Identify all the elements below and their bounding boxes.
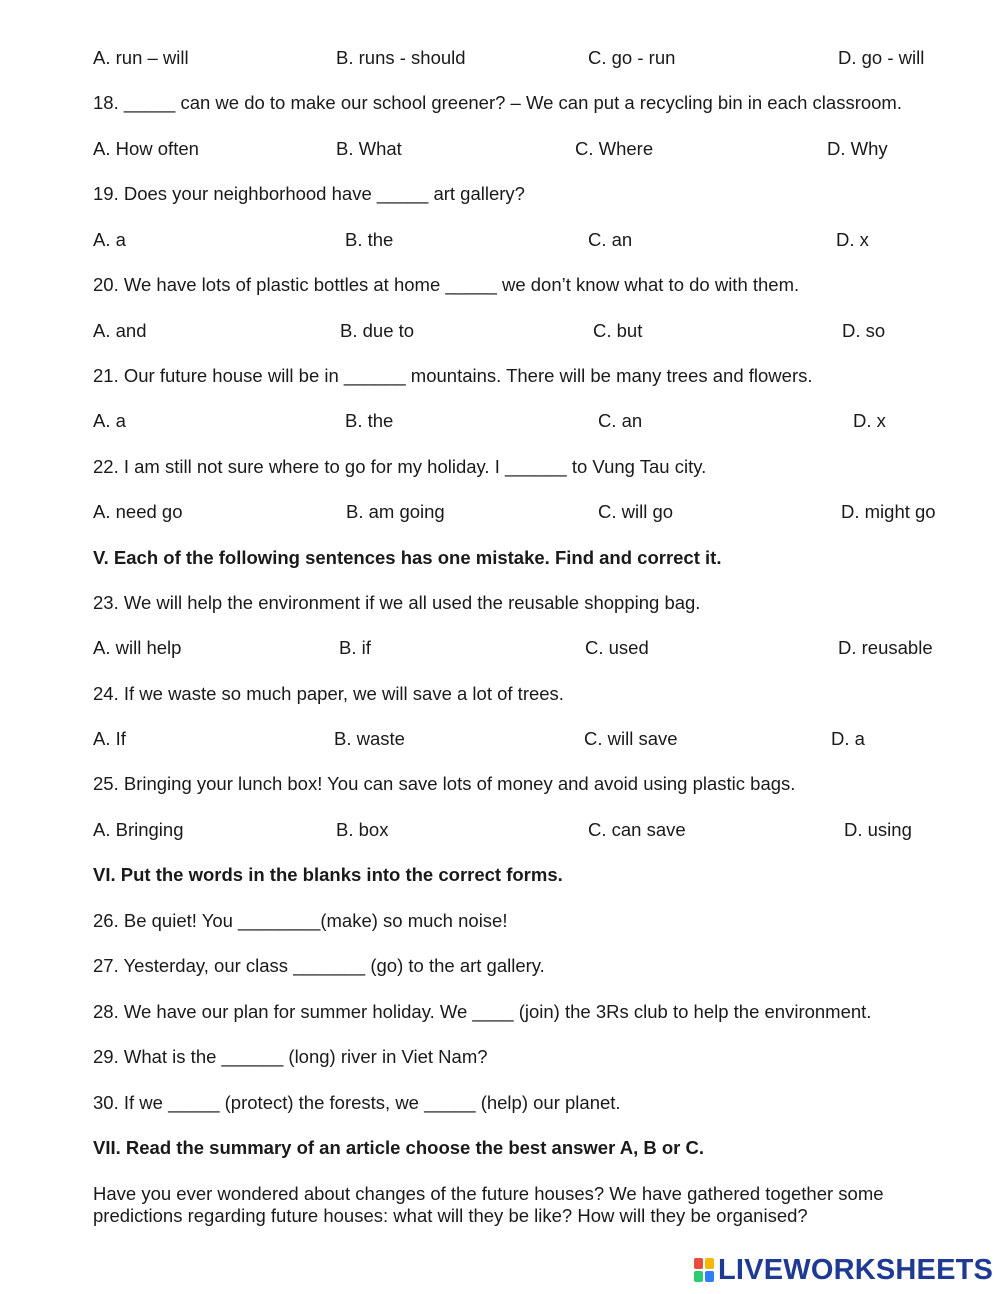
question-text: 24. If we waste so much paper, we will save a lot of trees.: [93, 683, 564, 704]
option-d: D. reusable: [838, 637, 933, 658]
option-b: B. due to: [340, 320, 415, 341]
question-text: 26. Be quiet! You ________(make) so much noise!: [93, 910, 508, 931]
option-a: A. If: [93, 728, 126, 749]
question-text: 18. _____ can we do to make our school greener? – We can put a recycling bin in each classroom.: [93, 92, 902, 113]
liveworksheets-logo[interactable]: [693, 1255, 993, 1285]
option-c: C. Where: [575, 138, 654, 159]
answer-options: [0, 728, 1000, 750]
option-b: B. the: [345, 229, 394, 250]
logo-text: LIVEWORKSHEETS: [718, 1254, 994, 1286]
liveworksheets-logo-icon: [693, 1257, 715, 1283]
option-c: C. will save: [584, 728, 678, 749]
answer-options: [0, 47, 1000, 69]
option-d: D. x: [853, 410, 886, 431]
option-a: A. a: [93, 229, 126, 250]
option-d: D. x: [836, 229, 869, 250]
answer-options: [0, 637, 1000, 659]
option-c: C. will go: [598, 501, 674, 522]
option-a: A. will help: [93, 637, 182, 658]
answer-options: [0, 229, 1000, 251]
option-d: D. so: [842, 320, 886, 341]
question-text: 28. We have our plan for summer holiday. We ____ (join) the 3Rs club to help the environment.: [93, 1001, 872, 1022]
option-b: B. if: [339, 637, 371, 658]
answer-options: [0, 410, 1000, 432]
option-c: C. can save: [588, 819, 686, 840]
option-c: C. go - run: [588, 47, 676, 68]
question-text: 29. What is the ______ (long) river in Viet Nam?: [93, 1046, 488, 1067]
reading-summary: Have you ever wondered about changes of the future houses? We have gathered together some predictions regarding future houses: what will they be like? How will they be organised?: [93, 1183, 884, 1226]
option-c: C. used: [585, 637, 649, 658]
logo-square-1: [694, 1258, 703, 1269]
option-a: A. run – will: [93, 47, 189, 68]
option-d: D. Why: [827, 138, 888, 159]
answer-options: [0, 320, 1000, 342]
option-d: D. a: [831, 728, 865, 749]
question-text: 21. Our future house will be in ______ mountains. There will be many trees and flowers.: [93, 365, 813, 386]
option-b: B. waste: [334, 728, 405, 749]
option-a: A. Bringing: [93, 819, 184, 840]
option-b: B. the: [345, 410, 394, 431]
question-text: 30. If we _____ (protect) the forests, we _____ (help) our planet.: [93, 1092, 621, 1113]
question-text: 19. Does your neighborhood have _____ art gallery?: [93, 183, 525, 204]
option-a: A. need go: [93, 501, 183, 522]
section-heading: VII. Read the summary of an article choose the best answer A, B or C.: [93, 1137, 705, 1158]
logo-square-2: [705, 1258, 714, 1269]
option-a: A. How often: [93, 138, 199, 159]
option-a: A. a: [93, 410, 126, 431]
option-c: C. an: [588, 229, 633, 250]
logo-square-4: [705, 1271, 714, 1282]
section-heading: V. Each of the following sentences has one mistake. Find and correct it.: [93, 547, 722, 568]
option-a: A. and: [93, 320, 147, 341]
answer-options: [0, 138, 1000, 160]
question-text: 25. Bringing your lunch box! You can save lots of money and avoid using plastic bags.: [93, 773, 796, 794]
section-heading: VI. Put the words in the blanks into the correct forms.: [93, 864, 563, 885]
option-b: B. What: [336, 138, 402, 159]
option-d: D. might go: [841, 501, 936, 522]
option-c: C. but: [593, 320, 643, 341]
logo-square-3: [694, 1271, 703, 1282]
option-d: D. using: [844, 819, 912, 840]
answer-options: [0, 501, 1000, 523]
question-text: 22. I am still not sure where to go for my holiday. I ______ to Vung Tau city.: [93, 456, 707, 477]
option-b: B. box: [336, 819, 389, 840]
question-text: 27. Yesterday, our class _______ (go) to the art gallery.: [93, 955, 545, 976]
answer-options: [0, 819, 1000, 841]
option-b: B. am going: [346, 501, 445, 522]
question-text: 23. We will help the environment if we all used the reusable shopping bag.: [93, 592, 701, 613]
option-c: C. an: [598, 410, 643, 431]
question-text: 20. We have lots of plastic bottles at home _____ we don’t know what to do with them.: [93, 274, 800, 295]
option-d: D. go - will: [838, 47, 925, 68]
option-b: B. runs - should: [336, 47, 466, 68]
